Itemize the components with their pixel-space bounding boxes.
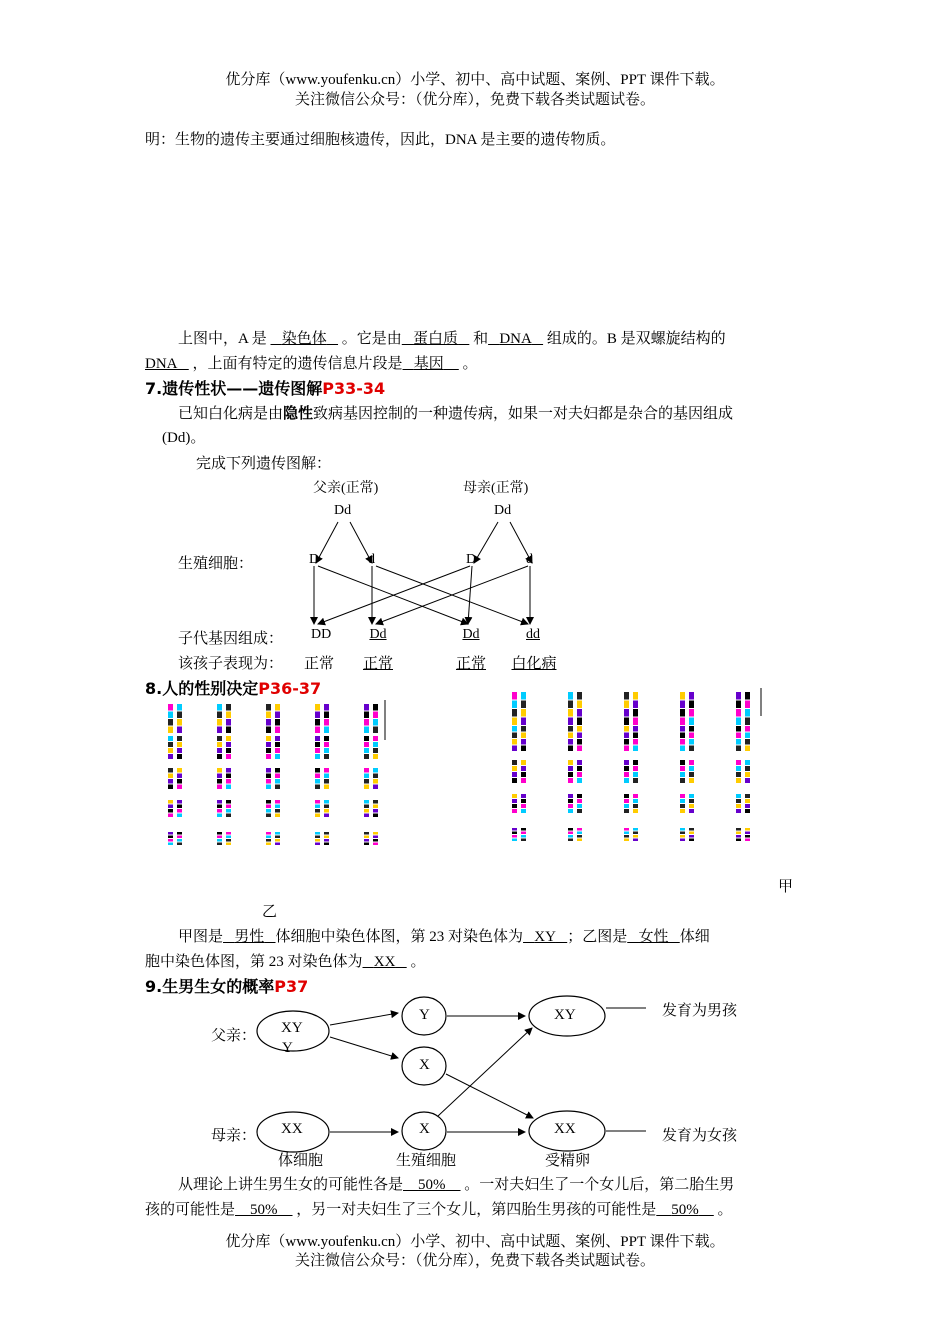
s7-text: 已知白化病是由: [178, 406, 284, 422]
mother-genotype: Dd: [494, 503, 512, 518]
girl-label: 发育为女孩: [662, 1128, 738, 1144]
s6-text: 和: [473, 331, 489, 347]
s7-text: 致病基因控制的一种遗传病，如果一对夫妇都是杂合的基因组成: [313, 406, 734, 422]
mother-cell-text: XX: [281, 1121, 303, 1137]
intro-text: 明：生物的遗传主要通过细胞核遗传，因此，DNA 是主要的遗传物质。: [145, 132, 616, 148]
s9-mother-label: 母亲：: [211, 1128, 257, 1144]
s8-text: ；乙图是: [567, 929, 628, 945]
s6-answer-3: DNA: [499, 331, 532, 347]
offspring-label: 子代基因组成：: [178, 631, 284, 647]
gamete-label: 生殖细胞：: [178, 556, 254, 572]
footer-line-2: 关注微信公众号：（优分库），免费下载各类试题试卷。: [294, 1253, 655, 1269]
s8-answer-3: 女性: [638, 929, 669, 945]
offspring-3: Dd: [462, 627, 480, 642]
sperm-y-text: Y: [419, 1007, 430, 1023]
label-yi: 乙: [262, 904, 278, 920]
s9-text: 。: [717, 1202, 733, 1218]
phenotype-3: 正常: [455, 656, 486, 672]
s6-text: 。它是由: [341, 331, 402, 347]
s8-title-text: 8.人的性别决定: [145, 679, 259, 698]
offspring-4: dd: [526, 627, 540, 642]
s8-text: 体细胞中染色体图，第 23 对染色体为: [275, 929, 524, 945]
s9-answer-c: [656, 1202, 714, 1218]
s9-line-1: [178, 1173, 734, 1194]
zygote-xx-text: XX: [554, 1121, 576, 1137]
s9-answer-2: 50%: [250, 1202, 278, 1218]
phenotype-4: 白化病: [511, 656, 557, 672]
phenotype-label: 该孩子表现为：: [178, 656, 284, 672]
caption-germ-cell: 生殖细胞: [396, 1153, 457, 1169]
s7-page-ref: P33-34: [322, 379, 386, 398]
s9-line-2: [145, 1198, 733, 1219]
s9-answer-1: 50%: [418, 1177, 446, 1193]
s8-answer-1: 男性: [234, 929, 265, 945]
label-jia: 甲: [778, 879, 794, 895]
s9-answer-a: [403, 1177, 461, 1193]
s9-father-label: 父亲：: [211, 1028, 257, 1044]
s8-text: 甲图是: [178, 929, 224, 945]
s6-answer-2: 蛋白质: [413, 331, 459, 347]
s7-para-2: (Dd)。: [162, 430, 206, 446]
offspring-1: DD: [311, 627, 332, 642]
zygote-xy-text: XY: [554, 1007, 576, 1023]
phenotype-2: 正常: [362, 656, 393, 672]
gamete-3: D: [466, 552, 477, 567]
s6-text: ，上面有特定的遗传信息片段是: [192, 356, 403, 372]
s8-text: 体细: [679, 929, 710, 945]
s9-text: 从理论上讲生男生女的可能性各是: [178, 1177, 404, 1193]
s9-answer-b: [235, 1202, 293, 1218]
s8-answer-2: XY: [534, 929, 556, 945]
offspring-2: Dd: [369, 627, 387, 642]
father-cell-text-1: XY: [281, 1020, 303, 1036]
s6-text: 。: [462, 356, 478, 372]
s6-answer-5: 基因: [413, 356, 444, 372]
father-cell-text-2: Y: [282, 1040, 293, 1056]
s7-para-3: 完成下列遗传图解：: [196, 456, 332, 472]
s6-text: 组成的。B 是双螺旋结构的: [546, 331, 726, 347]
s9-text: ，另一对夫妇生了三个女儿，第四胎生男孩的可能性是: [296, 1202, 657, 1218]
s6-text: 上图中，A 是: [178, 331, 267, 347]
s6-answer-4: DNA: [145, 356, 178, 372]
header-line-1: 优分库（www.youfenku.cn）小学、初中、高中试题、案例、PPT 课件下载。: [225, 72, 725, 88]
father-genotype: Dd: [334, 503, 352, 518]
s7-title-text: 7.遗传性状——遗传图解: [145, 379, 323, 398]
sperm-x-text: X: [419, 1057, 430, 1073]
s9-text: 。一对夫妇生了一个女儿后，第二胎生男: [464, 1177, 735, 1193]
header-line-2: 关注微信公众号：（优分库），免费下载各类试题试卷。: [294, 92, 655, 108]
mother-label: 母亲(正常): [463, 481, 529, 496]
s9-text: 孩的可能性是: [145, 1202, 236, 1218]
boy-label: 发育为男孩: [662, 1003, 738, 1019]
caption-zygote: 受精卵: [545, 1153, 591, 1169]
s9-page-ref: P37: [274, 977, 309, 996]
s6-answer-1: 染色体: [281, 331, 327, 347]
gamete-2: d: [368, 552, 375, 567]
s7-recessive: 隐性: [283, 406, 314, 422]
footer-line-1: 优分库（www.youfenku.cn）小学、初中、高中试题、案例、PPT 课件下载。: [225, 1234, 725, 1250]
s8-text: 。: [410, 954, 426, 970]
s8-answer-4: XX: [373, 954, 396, 970]
egg-x-text: X: [419, 1121, 430, 1137]
s8-page-ref: P36-37: [258, 679, 322, 698]
gamete-4: d: [526, 552, 533, 567]
father-label: 父亲(正常): [313, 481, 379, 496]
caption-body-cell: 体细胞: [278, 1153, 324, 1169]
s9-answer-3: 50%: [671, 1202, 699, 1218]
phenotype-1: 正常: [304, 656, 335, 672]
s8-text: 胞中染色体图，第 23 对染色体为: [145, 954, 363, 970]
gamete-1: D: [309, 552, 320, 567]
s9-title-text: 9.生男生女的概率: [145, 977, 275, 996]
